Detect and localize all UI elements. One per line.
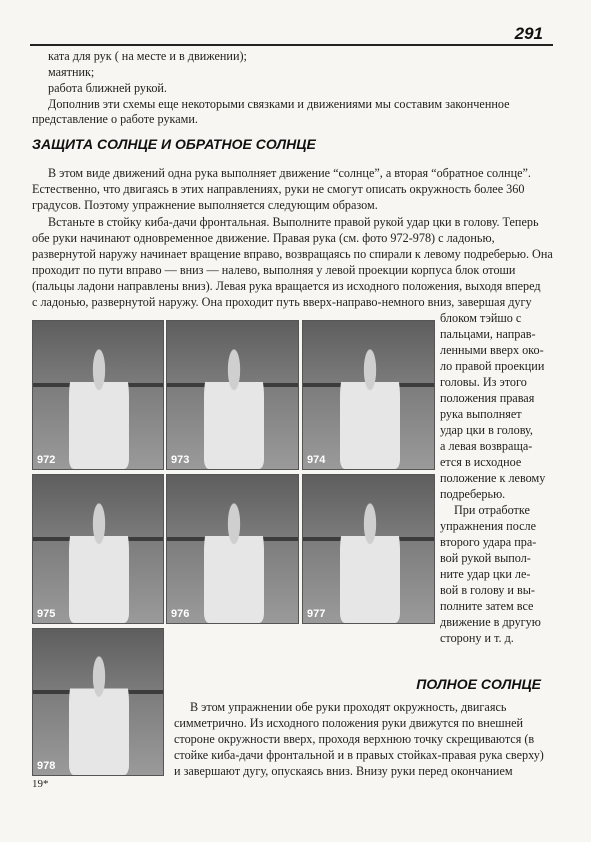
section-title: ЗАЩИТА СОЛНЦЕ И ОБРАТНОЕ СОЛНЦЕ xyxy=(32,136,316,152)
intro-line: ката для рук ( на месте и в движении); xyxy=(48,49,247,63)
body-line: с ладонью, развернутой наружу. Она проходит путь вверх-направо-немного вниз, завершая дугу xyxy=(32,295,532,309)
side-line: положение к левому xyxy=(440,471,546,485)
photo-caption: 976 xyxy=(171,608,190,620)
side-line: подреберью. xyxy=(440,487,506,501)
photo-caption: 977 xyxy=(307,608,326,620)
side-line: пальцами, направ- xyxy=(440,327,536,341)
body-line: проходит по пути вправо — вниз — налево, выполняя у левой проекции корпуса блок отоши xyxy=(32,263,516,277)
side-line: движение в другую xyxy=(440,615,541,629)
body-line: Встаньте в стойку киба-дачи фронтальная. Выполните правой рукой удар цки в голову. Теперь xyxy=(48,215,539,229)
athlete-figure xyxy=(69,502,129,623)
body-line: Естественно, что двигаясь в этих направлениях, руки не смогут описать окружность более 360 xyxy=(32,182,525,196)
athlete-figure xyxy=(340,502,400,623)
photo-977 xyxy=(302,474,435,624)
side-line: вой рукой выпол- xyxy=(440,551,531,565)
athlete-figure xyxy=(340,348,400,469)
side-line: блоком тэйшо с xyxy=(440,311,522,325)
header-rule xyxy=(30,44,553,46)
athlete-figure xyxy=(204,502,264,623)
side-line: сторону и т. д. xyxy=(440,631,514,645)
page-number: 291 xyxy=(514,24,543,43)
body-line: В этом виде движений одна рука выполняет движение “солнце”, а вторая “обратное солнце”. xyxy=(48,166,531,180)
body-line: симметрично. Из исходного положения руки движутся по внешней xyxy=(174,716,524,730)
photo-caption: 973 xyxy=(171,454,190,466)
photo-973 xyxy=(166,320,299,470)
side-line: ло правой проекции xyxy=(440,359,545,373)
intro-line: работа ближней рукой. xyxy=(48,81,167,95)
body-line: обе руки начинают одновременное движение. Правая рука (см. фото 972-978) с ладонью, xyxy=(32,231,495,245)
intro-line: маятник; xyxy=(48,65,95,79)
side-line: ните удар цки ле- xyxy=(440,567,531,581)
footer-signature-mark: 19* xyxy=(32,778,49,790)
body-line: стойке киба-дачи фронтальной и в правых стойках-правая рука сверху) xyxy=(174,748,544,762)
photo-976 xyxy=(166,474,299,624)
photo-974 xyxy=(302,320,435,470)
athlete-figure xyxy=(204,348,264,469)
side-line: головы. Из этого xyxy=(440,375,527,389)
body-line: В этом упражнении обе руки проходят окружность, двигаясь xyxy=(190,700,507,714)
photo-975 xyxy=(32,474,164,624)
body-line: и завершают дугу, опускаясь вниз. Внизу руки перед окончанием xyxy=(174,764,513,778)
side-line: удар цки в голову, xyxy=(440,423,533,437)
side-line: рука выполняет xyxy=(440,407,522,421)
athlete-figure xyxy=(69,655,129,775)
section-title: ПОЛНОЕ СОЛНЦЕ xyxy=(416,676,541,692)
photo-caption: 975 xyxy=(37,608,56,620)
body-line: стороне окружности вверх, проходя верхнюю точку скрещиваются (в xyxy=(174,732,535,746)
photo-caption: 978 xyxy=(37,760,56,772)
photo-caption: 974 xyxy=(307,454,326,466)
photo-caption: 972 xyxy=(37,454,56,466)
intro-line: представление о работе руками. xyxy=(32,112,198,126)
side-line: вой в голову и вы- xyxy=(440,583,535,597)
body-line: градусов. Поэтому упражнение выполняется следующим образом. xyxy=(32,198,378,212)
side-line: полните затем все xyxy=(440,599,534,613)
side-line: положения правая xyxy=(440,391,535,405)
side-line: упражнения после xyxy=(440,519,536,533)
body-line: развернутой наружу начинает вращение вправо, возвращаясь по спирали к левому подреберью. Она xyxy=(32,247,553,261)
photo-978 xyxy=(32,628,164,776)
side-line: При отработке xyxy=(454,503,530,517)
side-line: второго удара пра- xyxy=(440,535,537,549)
side-line: ленными вверх око- xyxy=(440,343,544,357)
intro-line: Дополнив эти схемы еще некоторыми связками и движениями мы составим законченное xyxy=(48,97,510,111)
side-line: а левая возвраща- xyxy=(440,439,533,453)
body-line: (пальцы ладони направлены вниз). Левая рука вращается из исходного положения, выходя вперед xyxy=(32,279,541,293)
athlete-figure xyxy=(69,348,129,469)
side-line: ется в исходное xyxy=(440,455,522,469)
photo-972 xyxy=(32,320,164,470)
